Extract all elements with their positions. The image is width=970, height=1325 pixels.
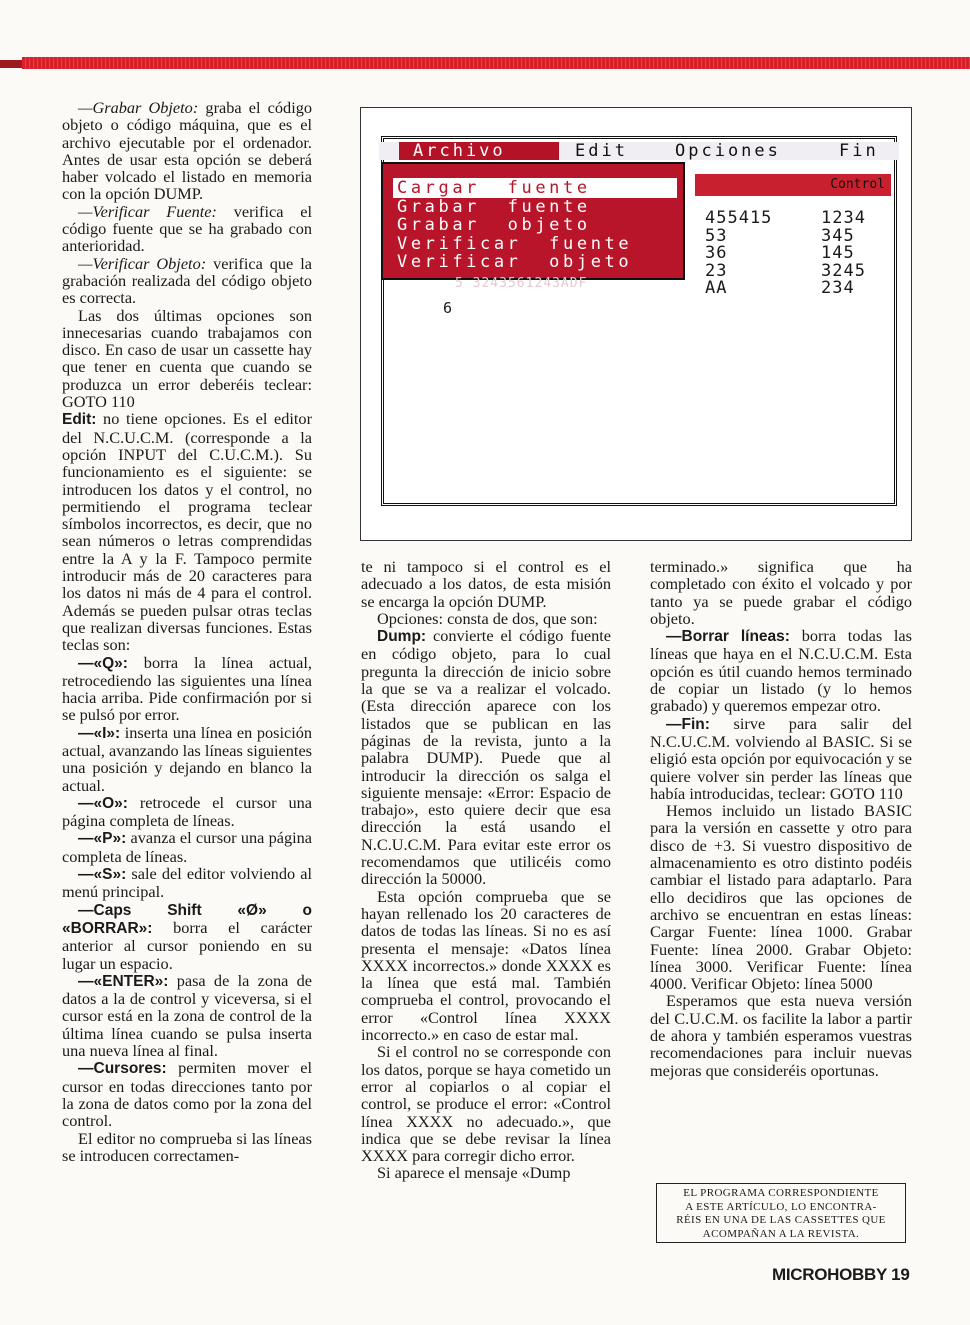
data-value: 53 bbox=[705, 225, 728, 246]
term: —Fin: bbox=[666, 715, 710, 733]
menu-edit: Edit bbox=[575, 141, 628, 161]
paragraph-text: sirve para salir del N.C.U.C.M. volviendo al BASIC. Si se eligió esta opción por equivocación y se quiere volver sin perder las líneas que había introducidas, teclear: GOTO 110 bbox=[650, 713, 912, 803]
paragraph-text: convierte el código fuente en código objeto, para lo cual pregunta la dirección de inicio sobre la que se va a realizar el volcado. (Esta dirección aparece con los listados que se publican en las páginas de la revista, junto a la palabra DUMP). Puede que al introducir la dirección os salga el siguiente mensaje: «Error: Espacio de trabajo», esto quiere decir que esa dirección la está usando el N.C.U.C.M. Para evitar este error os recomendamos que utilicéis como dirección la 50000. bbox=[361, 626, 611, 889]
menu-opciones: Opciones bbox=[675, 141, 781, 161]
option-name: —Grabar Objeto: bbox=[78, 98, 199, 117]
notice-line: ACOMPAÑAN A LA REVISTA. bbox=[702, 1227, 860, 1240]
term: —«ENTER»: bbox=[78, 972, 169, 990]
data-value: 23 bbox=[705, 260, 728, 281]
paragraph-text: avanza el cursor una página completa de líneas. bbox=[62, 828, 312, 866]
header-bar-left bbox=[0, 60, 22, 68]
term: Dump: bbox=[377, 628, 427, 646]
background-data-row: 5 3243561243ADF bbox=[455, 276, 588, 291]
paragraph bbox=[361, 627, 611, 887]
menu-fin: Fin bbox=[839, 141, 879, 161]
paragraph-text: verifica que la grabación realizada del código objeto es correcta. bbox=[62, 253, 312, 308]
dropdown-item: Verificar objeto bbox=[397, 252, 633, 272]
paragraph bbox=[62, 410, 312, 653]
paragraph bbox=[361, 1164, 611, 1181]
paragraph bbox=[62, 255, 312, 307]
term: Edit: bbox=[62, 411, 97, 429]
paragraph bbox=[650, 992, 912, 1078]
program-notice-box bbox=[656, 1183, 906, 1243]
term: —«Q»: bbox=[78, 654, 128, 672]
dropdown-item: Grabar objeto bbox=[397, 215, 591, 235]
row-number: 6 bbox=[443, 299, 453, 317]
control-value: 345 bbox=[821, 225, 855, 246]
control-value: 145 bbox=[821, 243, 855, 263]
menu-bar bbox=[379, 142, 899, 160]
paragraph bbox=[62, 901, 312, 972]
paragraph bbox=[62, 1059, 312, 1129]
paragraph bbox=[62, 724, 312, 794]
paragraph bbox=[62, 203, 312, 255]
term: —«O»: bbox=[78, 794, 128, 812]
paragraph bbox=[62, 99, 312, 203]
control-header: Control bbox=[695, 174, 891, 196]
paragraph-text: borra el carácter anterior al cursor poniendo en su lugar un espacio. bbox=[62, 917, 312, 973]
paragraph-text: borra la línea actual, retrocediendo las siguientes una línea hacia arriba. Pide confirmación por si se pulsó por error. bbox=[62, 652, 312, 725]
paragraph-text: permiten mover el cursor en todas direcciones tanto por la zona de datos como por la zona del control. bbox=[62, 1058, 312, 1131]
paragraph-text: Esperamos que esta nueva versión del C.U.C.M. os facilite la labor a partir de ahora y también esperamos vuestras recomendaciones para incluir nuevas mejoras que consideréis oportunas. bbox=[650, 991, 912, 1080]
term: —Cursores: bbox=[78, 1060, 167, 1078]
dropdown-item: Verificar fuente bbox=[397, 233, 633, 254]
header-red-rule bbox=[22, 57, 970, 69]
paragraph-text: Opciones: consta de dos, que son: bbox=[377, 608, 598, 628]
data-value: AA bbox=[705, 278, 728, 298]
control-value: 234 bbox=[821, 278, 855, 298]
control-value: 3245 bbox=[821, 260, 866, 281]
paragraph-text: verifica el código fuente que se ha grabado con anterioridad. bbox=[62, 201, 312, 256]
paragraph-text: Si el control no se corresponde con los datos, porque se haya cometido un error al copiarlos o al copiar el control, se produce el error: «Control línea XXXX no adecuado.», que indica que se debe revisar la línea XXXX para corregir dicho error. bbox=[361, 1042, 611, 1166]
term: —«S»: bbox=[78, 866, 127, 884]
dropdown-item: Cargar fuente bbox=[397, 178, 591, 198]
option-name: —Verificar Objeto: bbox=[78, 253, 207, 273]
paragraph bbox=[650, 558, 912, 627]
paragraph bbox=[361, 610, 611, 627]
page-footer: MICROHOBBY 19 bbox=[772, 1265, 910, 1284]
paragraph bbox=[62, 972, 312, 1059]
paragraph bbox=[361, 558, 611, 610]
term: —Caps Shift «Ø» o «BORRAR»: bbox=[62, 901, 312, 937]
paragraph bbox=[650, 627, 912, 714]
dropdown-item: Grabar fuente bbox=[397, 196, 591, 217]
paragraph bbox=[62, 865, 312, 901]
notice-line: A ESTE ARTÍCULO, LO ENCONTRA- bbox=[685, 1200, 877, 1213]
paragraph bbox=[62, 654, 312, 724]
data-value: 36 bbox=[705, 243, 728, 263]
paragraph-text: Hemos incluido un listado BASIC para la versión en cassette y otro para disco de +3. Si vuestro dispositivo de almacenamiento es otro distinto podéis cambiar el listado para adaptarlo. Para ello decidiros que las opciones de archivo se encuentran en estas líneas: Cargar Fuente: línea 1000. Grabar Fuente: línea 2000. Grabar Objeto: línea 3000. Verificar Fuente: línea 4000. Verificar Objeto: línea 5000 bbox=[650, 801, 912, 994]
option-name: —Verificar Fuente: bbox=[78, 201, 217, 221]
data-value: 455415 bbox=[705, 208, 773, 228]
text-column-2 bbox=[361, 558, 611, 1182]
menu-archivo: Archivo bbox=[399, 142, 559, 160]
paragraph bbox=[650, 802, 912, 992]
paragraph-text: Esta opción comprueba que se hayan rellenado los 20 caracteres de datos de todas las líneas. Si no es así presenta el mensaje: «Datos línea XXXX incorrectos.» donde XXXX es la línea que está mal. También comprueba el control, provocando el error «Control línea XXXX incorrecto.» en caso de estar mal. bbox=[361, 886, 611, 1045]
paragraph-text: borra todas las líneas que haya en el N.C.U.C.M. Esta opción es útil cuando hemos terminado de copiar un listado (y lo hemos grabado) y queremos empezar otro. bbox=[650, 626, 912, 716]
paragraph-text: sale del editor volviendo al menú principal. bbox=[62, 864, 312, 902]
term: —«I»: bbox=[78, 724, 121, 742]
paragraph bbox=[62, 1130, 312, 1165]
paragraph-text: graba el código objeto o código máquina, que es el archivo ejecutable por el ordenador. Antes de usar esta opción se deberá haber volcado el listado en memoria con la opción DUMP. bbox=[62, 98, 312, 204]
text-column-1 bbox=[62, 99, 312, 1164]
text-column-3 bbox=[650, 558, 912, 1079]
paragraph bbox=[361, 888, 611, 1044]
paragraph bbox=[650, 715, 912, 802]
notice-line: EL PROGRAMA CORRESPONDIENTE bbox=[683, 1187, 879, 1199]
paragraph-text: Si aparece el mensaje «Dump bbox=[377, 1163, 571, 1183]
control-column bbox=[821, 210, 866, 298]
paragraph bbox=[62, 794, 312, 830]
paragraph-text: El editor no comprueba si las líneas se introducen correctamen- bbox=[62, 1128, 312, 1165]
paragraph-text: terminado.» significa que ha completado con éxito el volcado y por tanto ya se puede grabar el código objeto. bbox=[650, 557, 912, 628]
paragraph-text: Las dos últimas opciones son innecesarias cuando trabajamos con disco. En caso de usar un cassette hay que tener en cuenta que cuando se produzca un error deberéis teclear: GOTO 110 bbox=[62, 305, 312, 412]
data-column bbox=[705, 210, 772, 298]
term: —Borrar líneas: bbox=[666, 628, 790, 646]
archivo-dropdown bbox=[381, 162, 685, 280]
paragraph bbox=[62, 307, 312, 411]
control-value: 1234 bbox=[821, 208, 866, 228]
program-screenshot bbox=[360, 107, 912, 541]
paragraph-text: pasa de la zona de datos a la de control y viceversa, si el cursor está en la zona de control de la última línea cuando se pulsa inserta una nueva línea al final. bbox=[62, 970, 312, 1061]
paragraph-text: inserta una línea en posición actual, avanzando las líneas siguientes una posición y dejando en blanco la actual. bbox=[62, 722, 313, 795]
paragraph bbox=[361, 1043, 611, 1164]
paragraph-text: retrocede el cursor una página completa de líneas. bbox=[62, 792, 312, 831]
notice-line: RÉIS EN UNA DE LAS CASSETTES QUE bbox=[676, 1214, 886, 1226]
paragraph-text: te ni tampoco si el control es el adecuado a los datos, de esta misión se encarga la opción DUMP. bbox=[361, 557, 611, 611]
paragraph-text: no tiene opciones. Es el editor del N.C.U.C.M. (corresponde a la opción INPUT del C.U.C.M.). Su funcionamiento es el siguiente: se introducen los datos y el control, no permitiendo el programa teclear símbolos incorrectos, es decir, que no sean números o letras comprendidas entre la A y la F. Tampoco permite introducir más de 20 caracteres para los datos ni más de 4 para el control. Además se pueden pulsar otras teclas que realizan diversas funciones. Estas teclas son: bbox=[62, 409, 312, 655]
paragraph bbox=[62, 829, 312, 865]
term: —«P»: bbox=[78, 830, 127, 848]
